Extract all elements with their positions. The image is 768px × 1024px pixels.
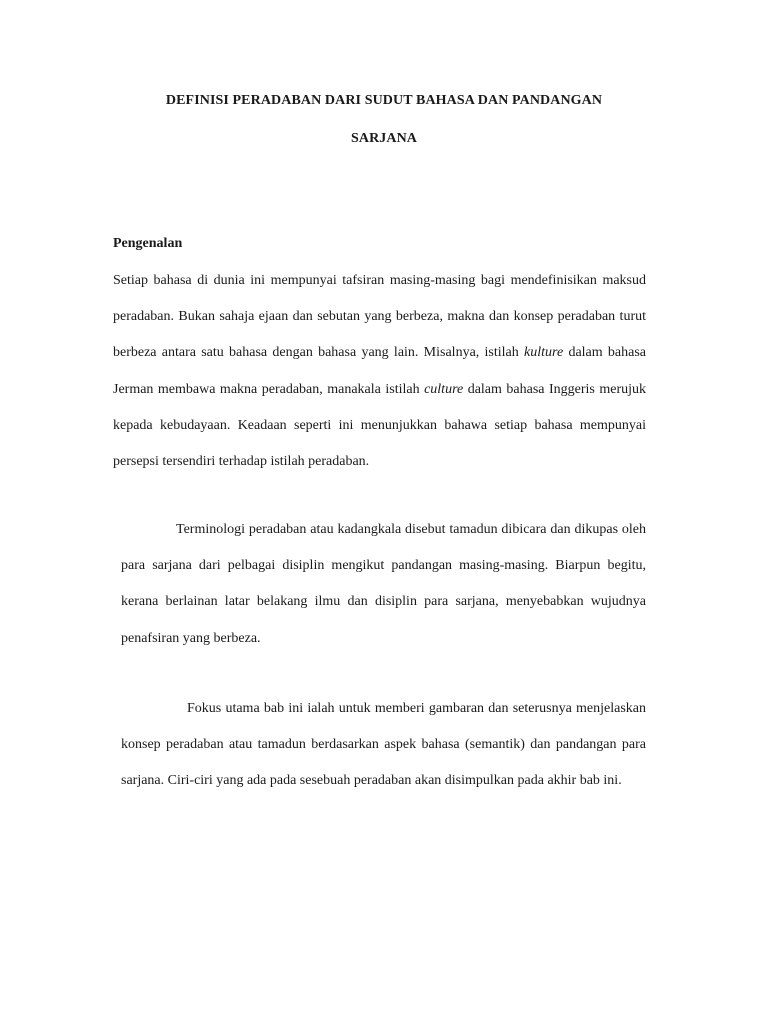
term-culture: culture <box>424 381 464 397</box>
paragraph-introduction <box>113 263 646 480</box>
paragraph-1-text-c: dalam bahasa Inggeris merujuk kepada kebudayaan. Keadaan seperti ini menunjukkan bahawa setiap bahasa mempunyai persepsi tersendiri terhadap istilah peradaban. <box>113 381 646 470</box>
term-kulture: kulture <box>524 345 564 361</box>
document-title-line-2: SARJANA <box>350 131 418 146</box>
paragraph-terminology: Terminologi peradaban atau kadangkala disebut tamadun dibicara dan dikupas oleh para sarjana dari pelbagai disiplin mengikut pandangan masing-masing. Biarpun begitu, kerana berlainan latar belakang ilmu dan disiplin para sarjana, menyebabkan wujudnya penafsiran yang berbeza. <box>121 522 646 646</box>
section-heading: Pengenalan <box>113 236 183 251</box>
paragraph-1-text-a: Setiap bahasa di dunia ini mempunyai tafsiran masing-masing bagi mendefinisikan maksud peradaban. Bukan sahaja ejaan dan sebutan yang berbeza, makna dan konsep peradaban turut berbeza antara satu bahasa dengan bahasa yang lain. Misalnya, istilah <box>113 273 646 361</box>
paragraph-focus: Fokus utama bab ini ialah untuk memberi gambaran dan seterusnya menjelaskan konsep peradaban atau tamadun berdasarkan aspek bahasa (semantik) dan pandangan para sarjana. Ciri-ciri yang ada pada sesebuah peradaban akan disimpulkan pada akhir bab ini. <box>121 701 646 789</box>
paragraph-1-text-b: dalam bahasa Jerman membawa makna peradaban, manakala istilah <box>113 345 647 397</box>
document-title-line-1: DEFINISI PERADABAN DARI SUDUT BAHASA DAN PANDANGAN <box>165 93 603 108</box>
